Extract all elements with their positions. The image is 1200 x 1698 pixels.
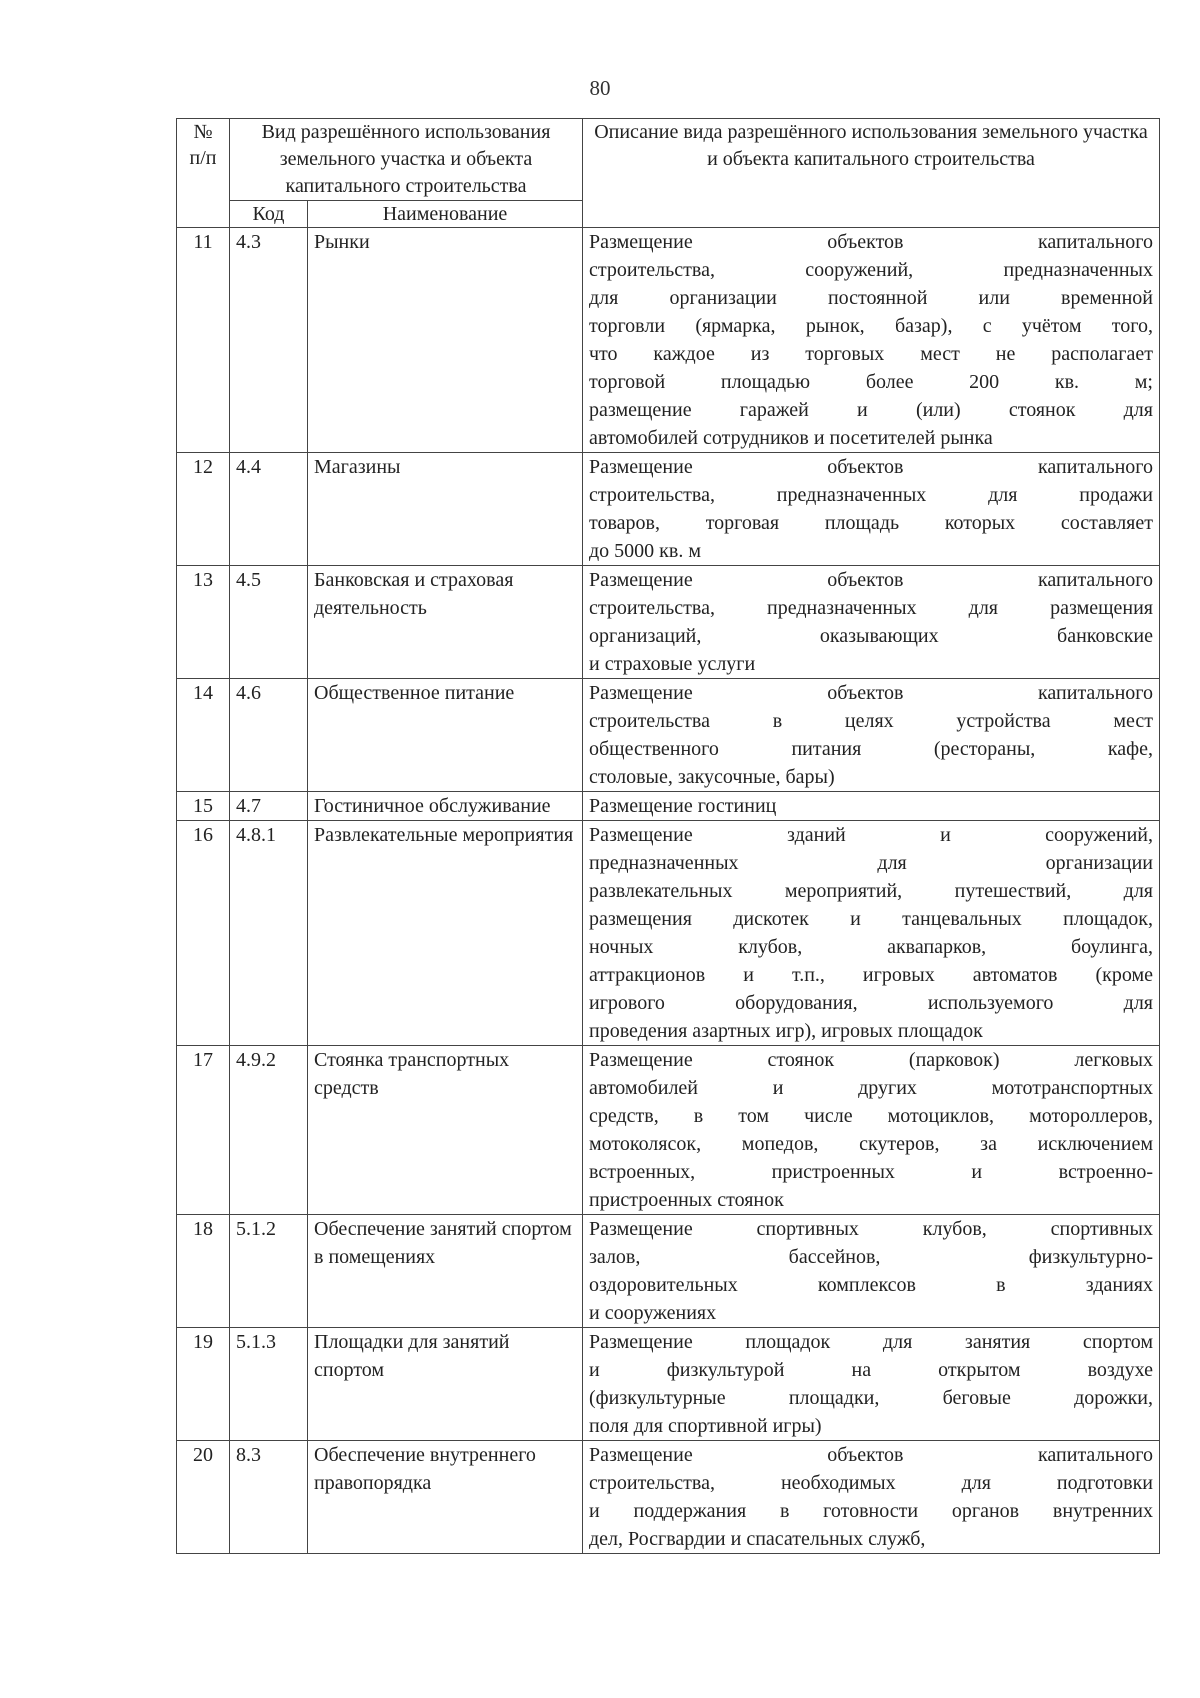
description-line: строительства, предназначенных для продажи xyxy=(589,484,1153,506)
row-use-name: Гостиничное обслуживание xyxy=(308,792,583,821)
row-number: 13 xyxy=(177,566,230,679)
row-description xyxy=(583,566,1160,679)
row-number: 19 xyxy=(177,1328,230,1441)
row-number: 17 xyxy=(177,1046,230,1215)
row-code: 5.1.2 xyxy=(230,1215,308,1328)
description-line: Размещение объектов капитального xyxy=(589,231,1153,253)
row-code: 4.4 xyxy=(230,453,308,566)
description-line: автомобилей сотрудников и посетителей рынка xyxy=(589,427,993,449)
description-line: Размещение зданий и сооружений, xyxy=(589,824,1153,846)
table-row xyxy=(177,1328,1160,1441)
row-description xyxy=(583,228,1160,453)
description-line: ночных клубов, аквапарков, боулинга, xyxy=(589,936,1153,958)
row-description xyxy=(583,1441,1160,1554)
table-row xyxy=(177,1441,1160,1554)
description-line: (физкультурные площадки, беговые дорожки, xyxy=(589,1387,1153,1409)
header-description: Описание вида разрешённого использования земельного участка и объекта капитального строительства xyxy=(583,119,1160,228)
description-line: средств, в том числе мотоциклов, мотороллеров, xyxy=(589,1105,1153,1127)
row-description xyxy=(583,1215,1160,1328)
row-code: 5.1.3 xyxy=(230,1328,308,1441)
header-name: Наименование xyxy=(308,201,583,228)
land-use-table xyxy=(176,118,1160,1554)
description-line: Размещение объектов капитального xyxy=(589,682,1153,704)
row-code: 4.3 xyxy=(230,228,308,453)
description-line: торговли (ярмарка, рынок, базар), с учётом того, xyxy=(589,315,1153,337)
row-use-name: Стоянка транспортных средств xyxy=(308,1046,583,1215)
row-use-name: Банковская и страховая деятельность xyxy=(308,566,583,679)
header-use-type: Вид разрешённого использования земельного участка и объекта капитального строительства xyxy=(230,119,583,201)
row-code: 4.7 xyxy=(230,792,308,821)
description-line: размещение гаражей и (или) стоянок для xyxy=(589,399,1153,421)
description-line: Размещение объектов капитального xyxy=(589,1444,1153,1466)
description-line: товаров, торговая площадь которых составляет xyxy=(589,512,1153,534)
description-line: залов, бассейнов, физкультурно- xyxy=(589,1246,1153,1268)
row-use-name: Обеспечение внутреннего правопорядка xyxy=(308,1441,583,1554)
page-number: 80 xyxy=(589,76,611,100)
row-use-name: Рынки xyxy=(308,228,583,453)
row-code: 4.9.2 xyxy=(230,1046,308,1215)
table-row xyxy=(177,792,1160,821)
description-line: и физкультурой на открытом воздухе xyxy=(589,1359,1153,1381)
description-line: Размещение объектов капитального xyxy=(589,456,1153,478)
description-line: аттракционов и т.п., игровых автоматов (кроме xyxy=(589,964,1153,986)
table-row xyxy=(177,1046,1160,1215)
row-use-name: Развлекательные мероприятия xyxy=(308,821,583,1046)
description-line: общественного питания (рестораны, кафе, xyxy=(589,738,1153,760)
description-line: пристроенных стоянок xyxy=(589,1189,784,1211)
row-use-name: Магазины xyxy=(308,453,583,566)
row-number: 15 xyxy=(177,792,230,821)
description-line: строительства, необходимых для подготовки xyxy=(589,1472,1153,1494)
row-description xyxy=(583,792,1160,821)
table-row xyxy=(177,679,1160,792)
description-line: автомобилей и других мототранспортных xyxy=(589,1077,1153,1099)
row-number: 14 xyxy=(177,679,230,792)
row-number: 20 xyxy=(177,1441,230,1554)
row-description xyxy=(583,679,1160,792)
description-line: строительства, предназначенных для размещения xyxy=(589,597,1153,619)
description-line: и страховые услуги xyxy=(589,653,756,675)
row-description xyxy=(583,1046,1160,1215)
table-header-row xyxy=(177,119,1160,201)
description-line: игрового оборудования, используемого для xyxy=(589,992,1153,1014)
description-line: встроенных, пристроенных и встроенно- xyxy=(589,1161,1153,1183)
table-row xyxy=(177,228,1160,453)
description-line: оздоровительных комплексов в зданиях xyxy=(589,1274,1153,1296)
description-line: столовые, закусочные, бары) xyxy=(589,766,835,788)
description-line: и поддержания в готовности органов внутренних xyxy=(589,1500,1153,1522)
description-line: поля для спортивной игры) xyxy=(589,1415,822,1437)
row-description xyxy=(583,821,1160,1046)
description-line: строительства, сооружений, предназначенных xyxy=(589,259,1153,281)
description-line: и сооружениях xyxy=(589,1302,717,1324)
table-row xyxy=(177,821,1160,1046)
description-line: торговой площадью более 200 кв. м; xyxy=(589,371,1153,393)
row-description xyxy=(583,453,1160,566)
description-line: Размещение гостиниц xyxy=(589,795,777,817)
row-number: 12 xyxy=(177,453,230,566)
description-line: Размещение стоянок (парковок) легковых xyxy=(589,1049,1153,1071)
description-line: развлекательных мероприятий, путешествий, для xyxy=(589,880,1153,902)
table-row xyxy=(177,453,1160,566)
row-code: 4.6 xyxy=(230,679,308,792)
table-body xyxy=(177,228,1160,1554)
row-code: 4.8.1 xyxy=(230,821,308,1046)
row-use-name: Площадки для занятий спортом xyxy=(308,1328,583,1441)
description-line: строительства в целях устройства мест xyxy=(589,710,1153,732)
description-line: предназначенных для организации xyxy=(589,852,1153,874)
row-code: 4.5 xyxy=(230,566,308,679)
row-use-name: Обеспечение занятий спортом в помещениях xyxy=(308,1215,583,1328)
description-line: до 5000 кв. м xyxy=(589,540,701,562)
description-line: Размещение объектов капитального xyxy=(589,569,1153,591)
table-row xyxy=(177,1215,1160,1328)
row-use-name: Общественное питание xyxy=(308,679,583,792)
header-number: № п/п xyxy=(177,119,230,228)
row-number: 16 xyxy=(177,821,230,1046)
header-code: Код xyxy=(230,201,308,228)
description-line: проведения азартных игр), игровых площадок xyxy=(589,1020,983,1042)
description-line: размещения дискотек и танцевальных площадок, xyxy=(589,908,1153,930)
description-line: организаций, оказывающих банковские xyxy=(589,625,1153,647)
description-line: что каждое из торговых мест не располагает xyxy=(589,343,1153,365)
row-number: 11 xyxy=(177,228,230,453)
row-code: 8.3 xyxy=(230,1441,308,1554)
row-number: 18 xyxy=(177,1215,230,1328)
description-line: Размещение спортивных клубов, спортивных xyxy=(589,1218,1153,1240)
description-line: мотоколясок, мопедов, скутеров, за исключением xyxy=(589,1133,1153,1155)
table-row xyxy=(177,566,1160,679)
row-description xyxy=(583,1328,1160,1441)
description-line: дел, Росгвардии и спасательных служб, xyxy=(589,1528,926,1550)
description-line: Размещение площадок для занятия спортом xyxy=(589,1331,1153,1353)
description-line: для организации постоянной или временной xyxy=(589,287,1153,309)
